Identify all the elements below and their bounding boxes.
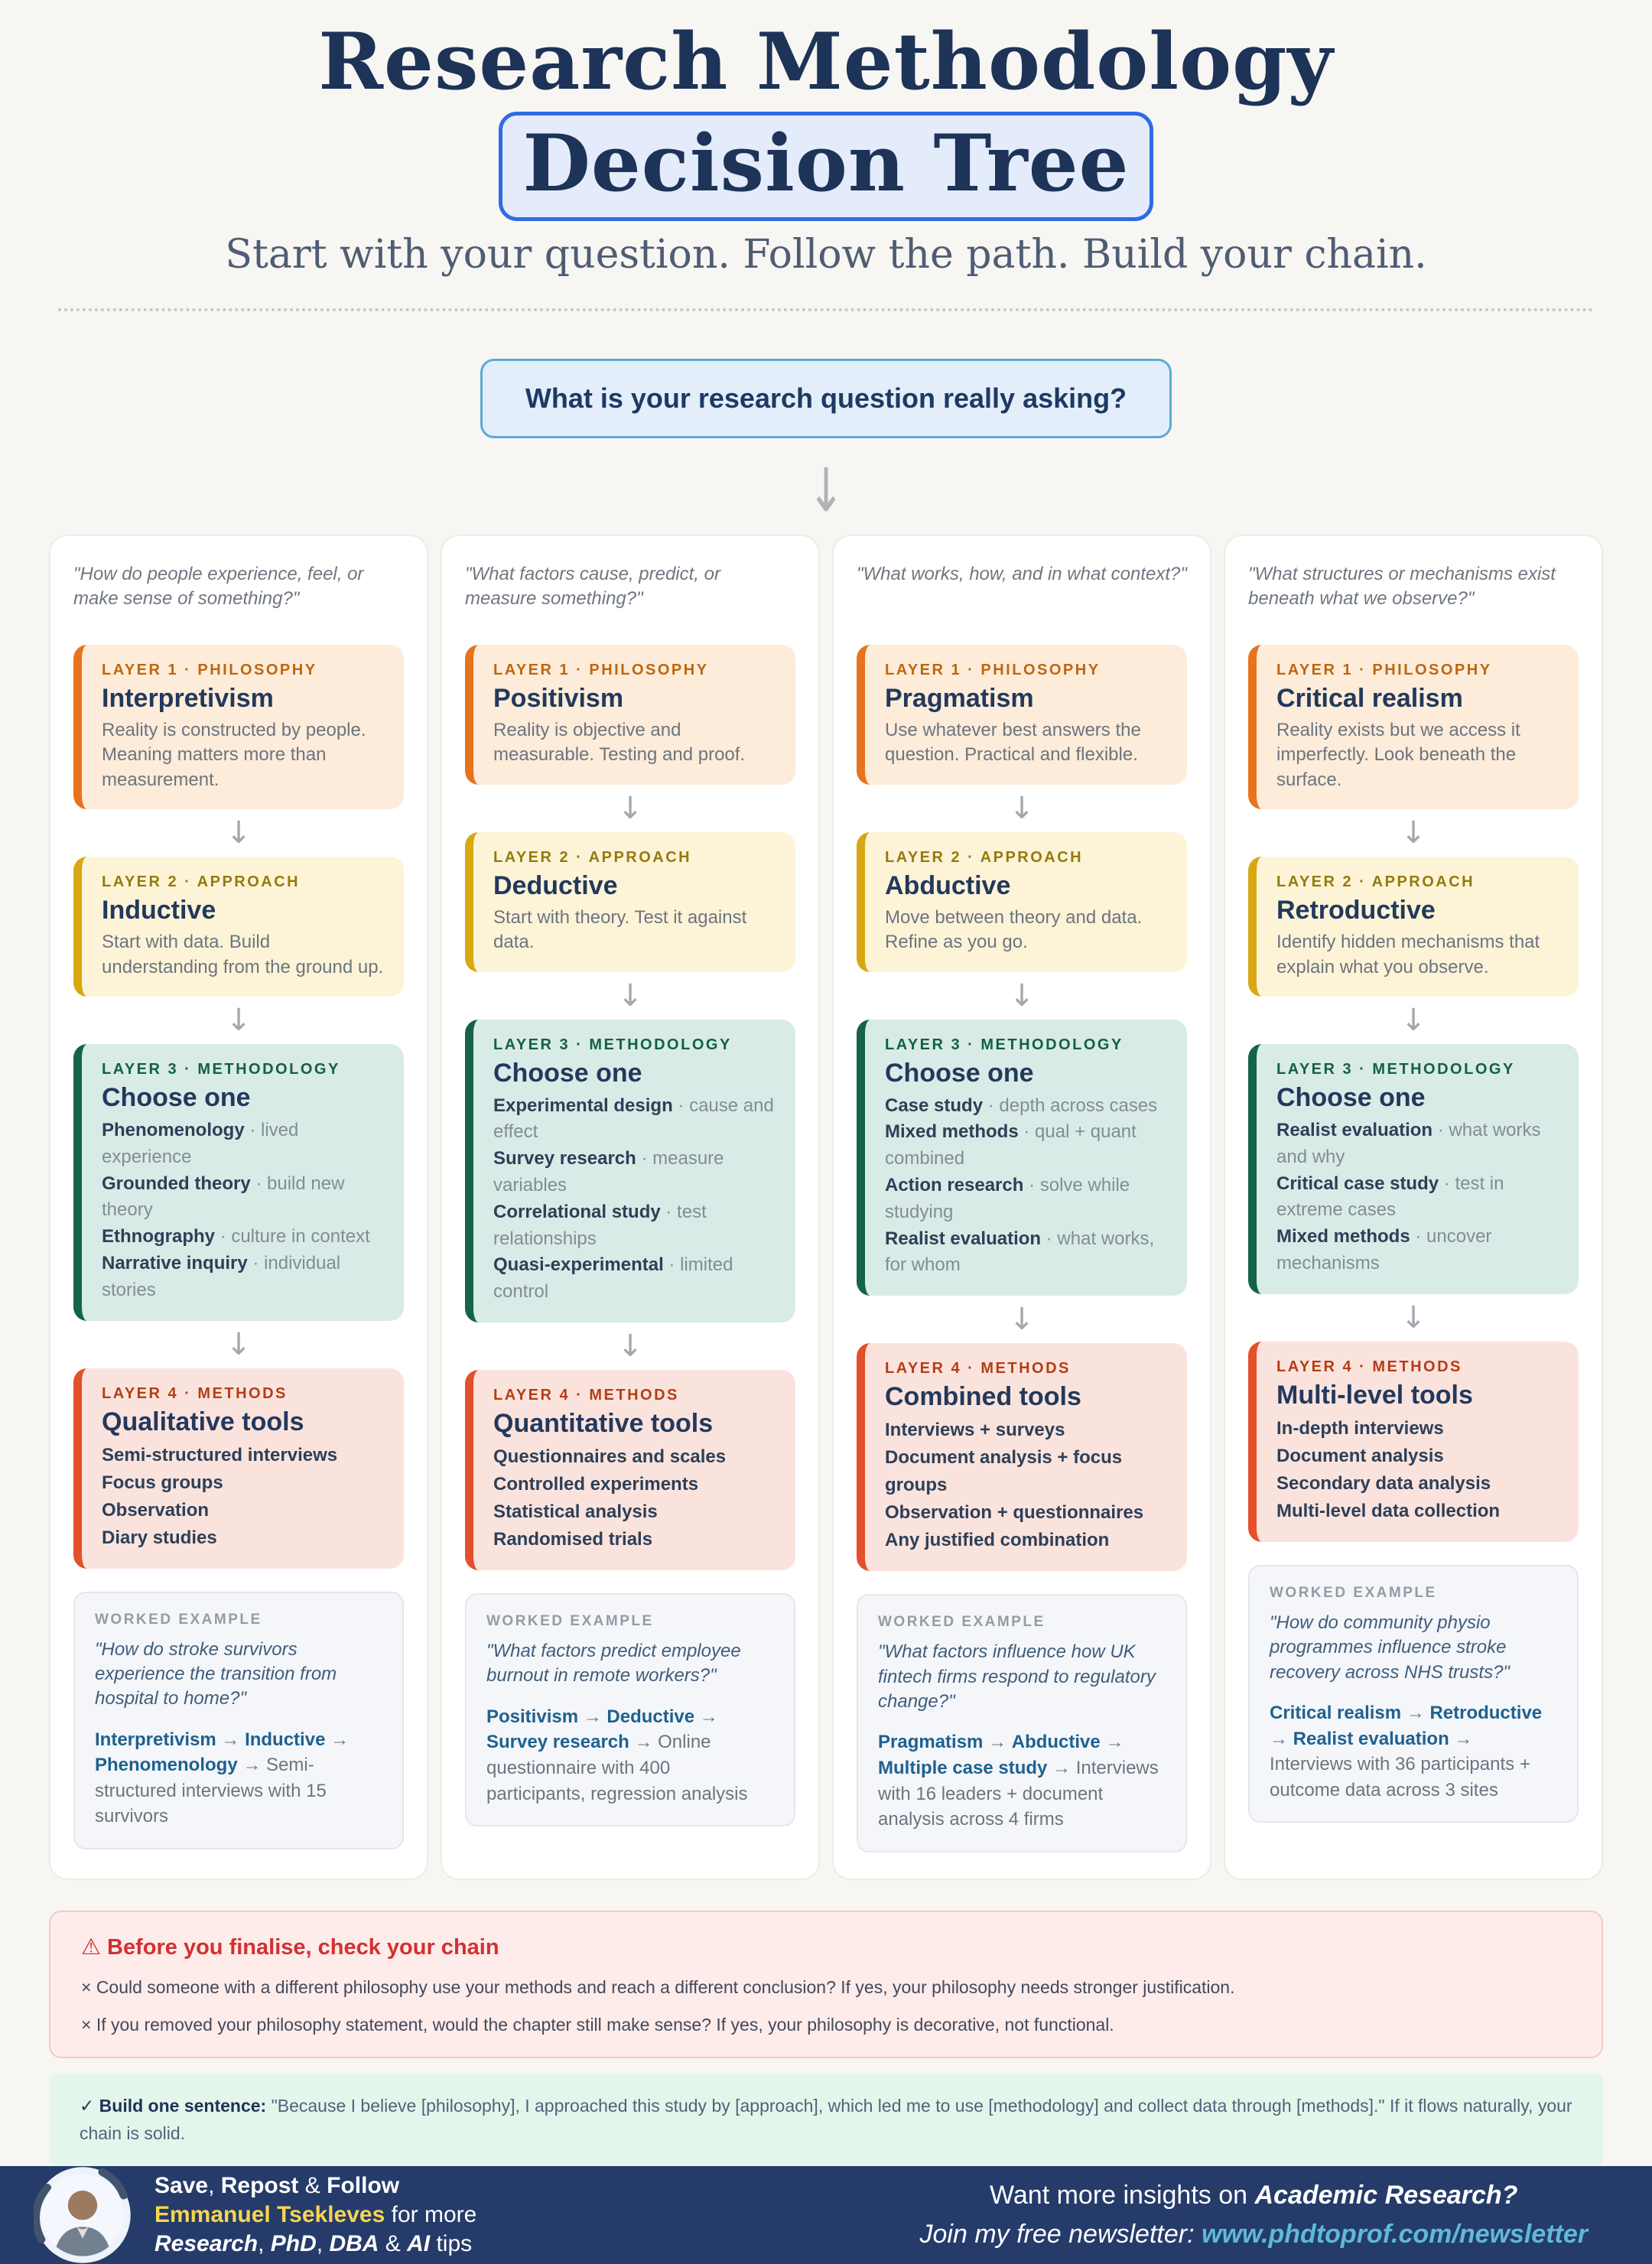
- methodology-option: [885, 1119, 1167, 1173]
- layer1-philosophy-card: [465, 645, 795, 785]
- option-desc: · measure variables: [493, 1148, 724, 1195]
- layer-body: Identify hidden mechanisms that explain what you observe.: [1276, 932, 1540, 977]
- methods-item: Observation: [102, 1499, 210, 1521]
- layer-title: Choose one: [493, 1058, 642, 1088]
- layer-label: LAYER 4 · METHODS: [102, 1384, 288, 1402]
- methods-item: Observation + questionnaires: [885, 1502, 1144, 1524]
- worked-example-card: [857, 1594, 1187, 1853]
- methodology-option: [102, 1251, 384, 1304]
- methods-item: Statistical analysis: [493, 1501, 658, 1522]
- decision-columns: [49, 535, 1603, 1880]
- layer-label: LAYER 3 · METHODOLOGY: [102, 1060, 340, 1078]
- layer1-philosophy-card: [857, 645, 1187, 785]
- option-name: Critical case study: [1276, 1173, 1439, 1194]
- layer-label: LAYER 2 · APPROACH: [885, 848, 1084, 866]
- layer-body: Reality exists but we access it imperfectly. Look beneath the surface.: [1276, 720, 1520, 790]
- layer-body: Use whatever best answers the question. Practical and flexible.: [885, 720, 1141, 766]
- worked-example-chain: Critical realism → Retroductive → Realist evaluation → Interviews with 36 participants + outcome data across 3 sites: [1270, 1702, 1543, 1800]
- option-desc: · test in extreme cases: [1276, 1173, 1504, 1221]
- layer4-methods-card: [857, 1343, 1187, 1571]
- methods-item: Randomised trials: [493, 1528, 653, 1550]
- methodology-option: [102, 1117, 384, 1171]
- layer-label: LAYER 4 · METHODS: [493, 1386, 679, 1404]
- divider: [58, 308, 1594, 311]
- footer-save-line: Save, Repost & Follow: [154, 2172, 400, 2198]
- layer2-approach-card: [73, 857, 404, 997]
- footer-follow-line: Emmanuel Tsekleves for more: [154, 2202, 477, 2228]
- worked-example-label: WORKED EXAMPLE: [486, 1612, 654, 1629]
- layer-label: LAYER 1 · PHILOSOPHY: [885, 662, 1101, 678]
- worked-example-chain: Positivism → Deductive → Survey research → Online questionnaire with 400 participants, regression analysis: [486, 1706, 748, 1804]
- layer-body: Reality is constructed by people. Meaning matters more than measurement.: [102, 720, 366, 790]
- layer-label: LAYER 2 · APPROACH: [102, 873, 301, 891]
- option-name: Realist evaluation: [885, 1228, 1042, 1249]
- option-name: Realist evaluation: [1276, 1119, 1433, 1140]
- layer-body: Reality is objective and measurable. Testing and proof.: [493, 720, 746, 766]
- build-sentence-lead: ✓ Build one sentence:: [80, 2095, 267, 2116]
- worked-example-question: "How do community physio programmes influence stroke recovery across NHS trusts?": [1270, 1612, 1510, 1683]
- layer1-philosophy-card: [73, 645, 404, 809]
- option-desc: · limited control: [493, 1254, 733, 1303]
- option-desc: · individual stories: [102, 1252, 341, 1300]
- column-question: "What factors cause, predict, or measure something?": [465, 564, 720, 610]
- methodology-option: [1276, 1117, 1559, 1171]
- layer-title: Choose one: [1276, 1082, 1426, 1112]
- down-arrow-icon: ↓: [1009, 790, 1035, 826]
- option-name: Grounded theory: [102, 1173, 251, 1194]
- option-desc: · test relationships: [493, 1201, 707, 1249]
- down-arrow-icon: ↓: [226, 1002, 252, 1038]
- layer-label: LAYER 4 · METHODS: [885, 1360, 1071, 1378]
- decision-column-critical-realism: [1224, 535, 1603, 1880]
- down-arrow-icon: ↓: [807, 455, 845, 525]
- build-sentence-text: "Because I believe [philosophy], I approached this study by [approach], which led me to use [methodology] and collect data through [methods]." If it flows naturally, your chain is solid.: [80, 2095, 1572, 2144]
- layer2-approach-card: [465, 832, 795, 972]
- layer-title: Quantitative tools: [493, 1408, 714, 1438]
- worked-example-card: [1248, 1565, 1579, 1823]
- methods-item: Any justified combination: [885, 1530, 1110, 1551]
- option-name: Action research: [885, 1174, 1024, 1195]
- down-arrow-icon: ↓: [1400, 815, 1426, 851]
- worked-example-question: "What factors influence how UK fintech firms respond to regulatory change?": [878, 1641, 1156, 1712]
- layer-title: Choose one: [102, 1082, 251, 1112]
- methodology-option: [102, 1224, 384, 1251]
- checklist-warning-card: [49, 1911, 1603, 2058]
- methods-item: Diary studies: [102, 1527, 217, 1548]
- option-name: Case study: [885, 1095, 984, 1116]
- option-desc: · cause and effect: [493, 1095, 774, 1143]
- down-arrow-icon: ↓: [226, 815, 252, 851]
- column-question: "What works, how, and in what context?": [857, 564, 1187, 584]
- methods-item: Document analysis + focus groups: [885, 1447, 1123, 1496]
- methodology-option: [493, 1252, 776, 1306]
- down-arrow-icon: ↓: [1400, 1300, 1426, 1335]
- methods-item: Questionnaires and scales: [493, 1446, 727, 1467]
- layer3-methodology-card: [465, 1020, 795, 1322]
- layer-label: LAYER 3 · METHODOLOGY: [1276, 1060, 1515, 1078]
- layer-body: Move between theory and data. Refine as you go.: [885, 906, 1143, 953]
- layer-label: LAYER 4 · METHODS: [1276, 1358, 1462, 1375]
- decision-column-interpretivism: [49, 535, 428, 1880]
- methodology-option: [493, 1093, 776, 1147]
- layer-title: Positivism: [493, 684, 624, 713]
- root-question: [0, 359, 1652, 525]
- layer-label: LAYER 1 · PHILOSOPHY: [493, 662, 709, 678]
- layer2-approach-card: [857, 832, 1187, 972]
- decision-column-positivism: [441, 535, 820, 1880]
- root-question-box: What is your research question really asking?: [480, 359, 1172, 438]
- layer-label: LAYER 3 · METHODOLOGY: [885, 1036, 1124, 1053]
- methodology-option: [885, 1226, 1167, 1280]
- option-desc: · uncover mechanisms: [1276, 1226, 1492, 1274]
- methods-item: Controlled experiments: [493, 1473, 699, 1495]
- methodology-option: [885, 1173, 1167, 1226]
- down-arrow-icon: ↓: [617, 790, 643, 826]
- layer4-methods-card: [1248, 1342, 1579, 1542]
- option-name: Mixed methods: [1276, 1226, 1410, 1247]
- methods-item: Document analysis: [1276, 1445, 1444, 1466]
- methods-item: Secondary data analysis: [1276, 1472, 1491, 1494]
- option-name: Experimental design: [493, 1095, 673, 1116]
- option-desc: · build new theory: [102, 1173, 345, 1221]
- layer-body: Start with theory. Test it against data.: [493, 906, 747, 953]
- methods-item: Multi-level data collection: [1276, 1500, 1501, 1521]
- methodology-option: [1276, 1224, 1559, 1277]
- down-arrow-icon: ↓: [1009, 1302, 1035, 1338]
- methodology-option: [885, 1093, 1167, 1120]
- layer-label: LAYER 3 · METHODOLOGY: [493, 1036, 732, 1053]
- layer-title: Abductive: [885, 870, 1011, 900]
- methodology-option: [102, 1171, 384, 1225]
- worked-example-chain: Pragmatism → Abductive → Multiple case study → Interviews with 16 leaders + document analysis across 4 firms: [878, 1732, 1159, 1830]
- layer3-methodology-card: [857, 1020, 1187, 1296]
- layer4-methods-card: [73, 1368, 404, 1569]
- down-arrow-icon: ↓: [1009, 977, 1035, 1013]
- decision-column-pragmatism: [832, 535, 1211, 1880]
- layer-label: LAYER 2 · APPROACH: [493, 848, 692, 866]
- option-desc: · what works and why: [1276, 1119, 1541, 1167]
- layer3-methodology-card: [73, 1044, 404, 1321]
- layer-title: Choose one: [885, 1058, 1034, 1088]
- title-badge: Decision Tree: [499, 112, 1153, 222]
- layer4-methods-card: [465, 1370, 795, 1570]
- methodology-option: [493, 1146, 776, 1199]
- build-sentence-card: [49, 2074, 1603, 2167]
- footer-tips-line: Research, PhD, DBA & AI tips: [154, 2231, 473, 2257]
- column-question: "What structures or mechanisms exist beneath what we observe?": [1248, 564, 1556, 610]
- warning-item: × Could someone with a different philosophy use your methods and reach a different conclusion? If yes, your philosophy needs stronger justification.: [81, 1976, 1235, 1997]
- layer-title: Multi-level tools: [1276, 1380, 1473, 1410]
- layer-title: Critical realism: [1276, 684, 1463, 713]
- option-name: Mixed methods: [885, 1121, 1019, 1143]
- down-arrow-icon: ↓: [617, 1328, 643, 1364]
- header: [0, 0, 1652, 311]
- option-name: Survey research: [493, 1148, 636, 1169]
- footer-left-text: [154, 2171, 476, 2259]
- methods-item: Focus groups: [102, 1472, 223, 1493]
- layer-title: Interpretivism: [102, 684, 274, 713]
- option-name: Ethnography: [102, 1226, 215, 1247]
- option-desc: · culture in context: [220, 1226, 370, 1247]
- methods-item: In-depth interviews: [1276, 1417, 1444, 1439]
- layer-title: Deductive: [493, 870, 618, 900]
- worked-example-card: [465, 1593, 795, 1826]
- down-arrow-icon: ↓: [226, 1326, 252, 1362]
- layer-title: Pragmatism: [885, 684, 1034, 713]
- avatar: [34, 2166, 132, 2264]
- warning-heading: ⚠ Before you finalise, check your chain: [81, 1934, 499, 1960]
- column-question: "How do people experience, feel, or make sense of something?": [73, 564, 364, 610]
- down-arrow-icon: ↓: [617, 977, 643, 1013]
- down-arrow-icon: ↓: [1400, 1002, 1426, 1038]
- page-title: [0, 14, 1652, 221]
- footer-right-text: [920, 2176, 1618, 2254]
- layer-label: LAYER 2 · APPROACH: [1276, 873, 1475, 891]
- layer-label: LAYER 1 · PHILOSOPHY: [1276, 662, 1492, 678]
- option-desc: · lived experience: [102, 1119, 299, 1167]
- worked-example-question: "How do stroke survivors experience the transition from hospital to home?": [95, 1638, 337, 1709]
- subtitle: Start with your question. Follow the path. Build your chain.: [225, 232, 1427, 278]
- layer-title: Combined tools: [885, 1382, 1081, 1412]
- methodology-option: [1276, 1171, 1559, 1225]
- methods-item: Semi-structured interviews: [102, 1444, 338, 1465]
- layer2-approach-card: [1248, 857, 1579, 997]
- worked-example-question: "What factors predict employee burnout in remote workers?": [486, 1640, 741, 1687]
- worked-example-label: WORKED EXAMPLE: [1270, 1584, 1437, 1601]
- newsletter-prompt-line: Want more insights on Academic Research?: [990, 2181, 1518, 2210]
- layer-title: Retroductive: [1276, 896, 1436, 925]
- newsletter-link-line[interactable]: Join my free newsletter: www.phdtoprof.com/newsletter: [919, 2220, 1588, 2249]
- layer1-philosophy-card: [1248, 645, 1579, 809]
- option-desc: · qual + quant combined: [885, 1121, 1137, 1169]
- layer-title: Inductive: [102, 896, 216, 925]
- layer-body: Start with data. Build understanding from the ground up.: [102, 932, 384, 977]
- layer-title: Qualitative tools: [102, 1407, 304, 1436]
- option-name: Quasi-experimental: [493, 1254, 664, 1276]
- option-desc: · solve while studying: [885, 1174, 1130, 1222]
- methodology-option: [493, 1199, 776, 1253]
- worked-example-label: WORKED EXAMPLE: [878, 1614, 1046, 1631]
- layer3-methodology-card: [1248, 1044, 1579, 1294]
- option-name: Correlational study: [493, 1201, 661, 1222]
- page-title-text: Research Methodology: [318, 16, 1334, 108]
- warning-item: × If you removed your philosophy statement, would the chapter still make sense? If yes, your philosophy is decorative, not functional.: [81, 2014, 1114, 2035]
- layer-label: LAYER 1 · PHILOSOPHY: [102, 662, 317, 678]
- footer: [0, 2166, 1652, 2264]
- worked-example-label: WORKED EXAMPLE: [95, 1611, 262, 1628]
- methods-item: Interviews + surveys: [885, 1420, 1065, 1441]
- option-name: Phenomenology: [102, 1119, 245, 1140]
- option-desc: · depth across cases: [987, 1095, 1158, 1116]
- option-name: Narrative inquiry: [102, 1252, 248, 1274]
- worked-example-card: [73, 1592, 404, 1850]
- option-desc: · what works, for whom: [885, 1228, 1155, 1276]
- worked-example-chain: Interpretivism → Inductive → Phenomenology → Semi-structured interviews with 15 survivors: [95, 1729, 350, 1827]
